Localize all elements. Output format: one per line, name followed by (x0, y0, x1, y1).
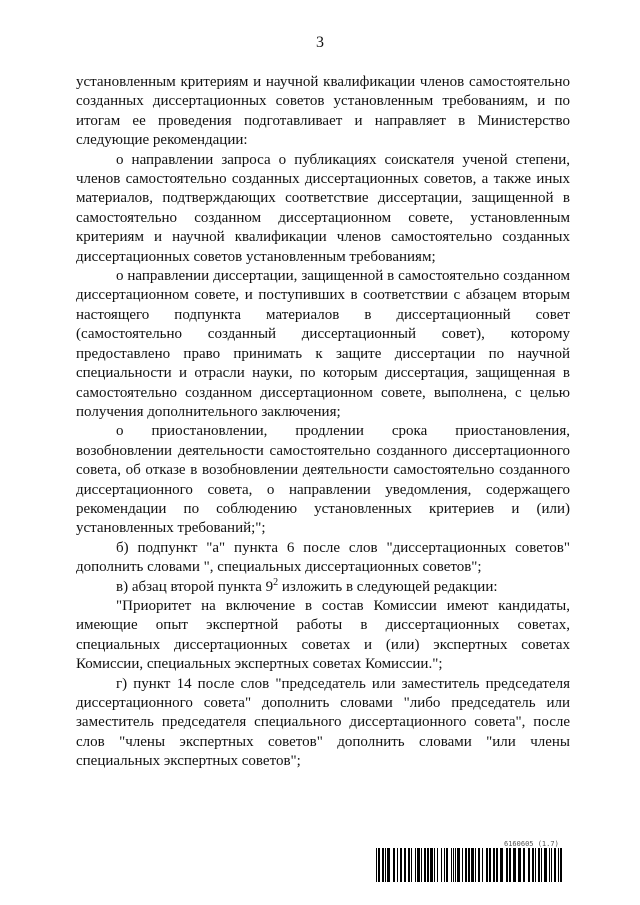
barcode-bar (451, 848, 452, 882)
barcode-bar (538, 848, 540, 882)
barcode-bar (446, 848, 448, 882)
barcode-bar (387, 848, 390, 882)
barcode-bar (462, 848, 463, 882)
paragraph: "Приоритет на включение в состав Комиссии имеют кандидаты, имеющие опыт экспертной работы в диссертационных советах, специальных диссертационных советах и (или) экспертных советах Комиссии, специальных экспертных советах Комиссии."; (76, 597, 570, 673)
barcode-bar (496, 848, 498, 882)
barcode-bar (535, 848, 536, 882)
barcode-bar (513, 848, 516, 882)
barcode-bar (427, 848, 429, 882)
barcode-bar (493, 848, 495, 882)
barcode-bar (506, 848, 508, 882)
barcode-bar (523, 848, 525, 882)
paragraph: г) пункт 14 после слов "председатель или заместитель председателя диссертационного совета" дополнить словами "либо председатель или заместитель председателя специального диссертационного совета", после слов "члены экспертных советов" дополнить словами "или члены специальных экспертных советов"; (76, 675, 570, 770)
barcode-bar (378, 848, 380, 882)
barcode-bar (486, 848, 488, 882)
barcode (376, 848, 564, 882)
barcode-bar (475, 848, 476, 882)
barcode-bar (500, 848, 503, 882)
barcode-bar (393, 848, 395, 882)
barcode-bar (404, 848, 406, 882)
barcode-bar (551, 848, 552, 882)
barcode-bar (397, 848, 398, 882)
barcode-bar (468, 848, 470, 882)
paragraph: б) подпункт "а" пункта 6 после слов "диссертационных советов" дополнить словами ", специальных диссертационных советов"; (76, 539, 570, 576)
barcode-bar (471, 848, 474, 882)
barcode-bar (518, 848, 521, 882)
barcode-bar (421, 848, 422, 882)
barcode-bar (465, 848, 467, 882)
barcode-bar (549, 848, 550, 882)
barcode-bar (382, 848, 384, 882)
paragraph-text: изложить в следующей редакции: (278, 578, 498, 595)
barcode-bar (453, 848, 454, 882)
document-body (76, 73, 570, 772)
paragraph: о направлении диссертации, защищенной в самостоятельно созданном диссертационном совете, и поступивших в соответствии с абзацем вторым настоящего подпункта материалов в диссертационный совет (самостоятельно созданный диссертационный совет), которому предоставлено право принимать к защите диссертации по научной специальности и отрасли науки, по которым диссертация, защищенная в самостоятельно созданном диссертационном совете, выполнена, с целью получения дополнительного заключения; (76, 268, 570, 420)
barcode-bar (437, 848, 438, 882)
paragraph (76, 578, 570, 597)
barcode-bar (441, 848, 442, 882)
barcode-bar (560, 848, 562, 882)
paragraph: о направлении запроса о публикациях соискателя ученой степени, членов самостоятельно созданных диссертационных советов, а также иных материалов, подтверждающих соответствие диссертации, защищенной в самостоятельно созданном диссертационном совете, установленным критериям и научной квалификации членов самостоятельно созданных диссертационных советов установленным требованиям; (76, 151, 570, 265)
barcode-code: 6160605 (1.7) (504, 840, 559, 848)
barcode-bar (411, 848, 412, 882)
page-number: 3 (316, 34, 324, 51)
barcode-bar (400, 848, 402, 882)
barcode-bar (554, 848, 556, 882)
barcode-bar (482, 848, 483, 882)
barcode-bar (478, 848, 480, 882)
paragraph: установленным критериям и научной квалификации членов самостоятельно созданных диссертационных советов установленным требованиям, и по итогам ее проведения подготавливает и направляет в Министерство следующие рекомендации: (76, 74, 570, 149)
paragraph-text: в) абзац второй пункта 9 (116, 578, 274, 595)
barcode-bar (408, 848, 410, 882)
barcode-bar (509, 848, 511, 882)
barcode-bar (417, 848, 420, 882)
barcode-bar (489, 848, 491, 882)
barcode-bar (415, 848, 416, 882)
barcode-bar (528, 848, 530, 882)
barcode-bar (430, 848, 433, 882)
barcode-bar (544, 848, 547, 882)
barcode-bar (376, 848, 377, 882)
barcode-bar (455, 848, 456, 882)
barcode-bar (434, 848, 435, 882)
barcode-bar (532, 848, 534, 882)
barcode-bar (385, 848, 386, 882)
barcode-bar (558, 848, 559, 882)
paragraph: о приостановлении, продлении срока приостановления, возобновлении деятельности самостоятельно созданного диссертационного совета, об отказе в возобновлении деятельности самостоятельно созданного диссертационного совета, о направлении уведомления, содержащего рекомендации по соблюдению установленных критериев и (или) установленных требований;"; (76, 423, 570, 537)
barcode-bar (444, 848, 445, 882)
barcode-bar (457, 848, 460, 882)
barcode-bar (541, 848, 542, 882)
barcode-bar (424, 848, 426, 882)
superscript: 2 (273, 576, 279, 588)
